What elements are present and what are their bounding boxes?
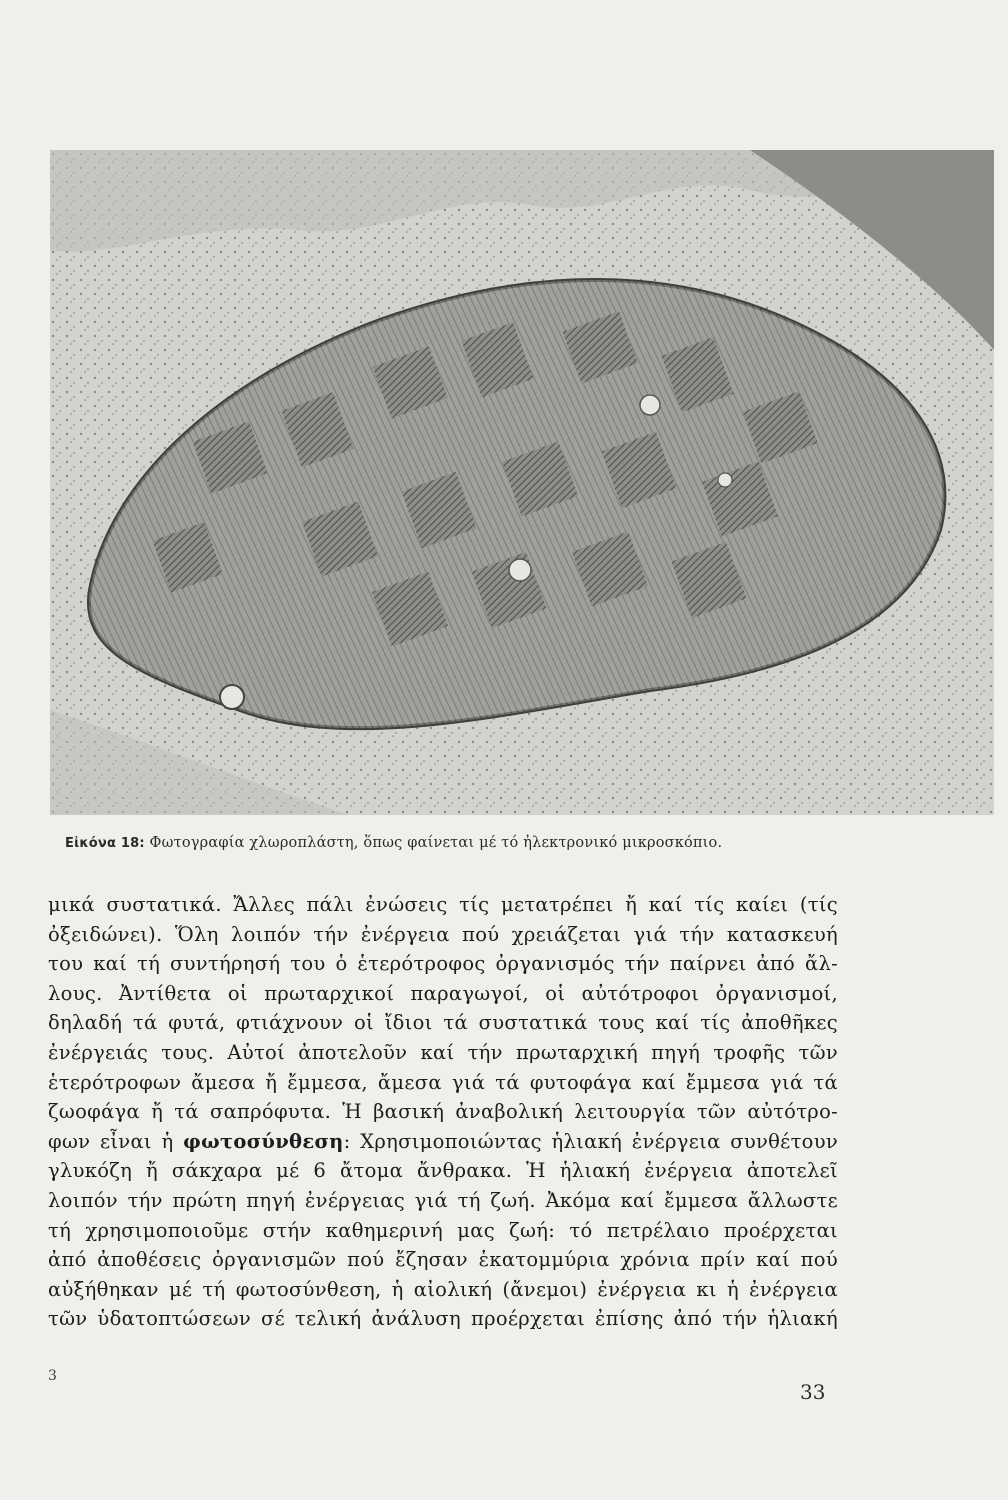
text-line: λους. Ἀντίθετα οἱ πρωταρχικοί παραγωγοί, οἱ αὐτότροφοι ὀργανισμοί,: [48, 981, 838, 1005]
micrograph-image: [50, 150, 994, 815]
text-line: του καί τή συντήρησή του ὁ ἑτερότροφος ὀργανισμός τήν παίρνει ἀπό ἄλ-: [48, 952, 838, 976]
text-line: μικά συστατικά. Ἄλλες πάλι ἐνώσεις τίς μετατρέπει ἤ καί τίς καίει (τίς: [48, 893, 838, 916]
text-line: τή χρησιμοποιοῦμε στήν καθημερινή μας ζωή: τό πετρέλαιο προέρχεται: [48, 1218, 838, 1242]
text-line-with-bold-term: [48, 1127, 838, 1157]
text-line: ἀπό ἀποθέσεις ὀργανισμῶν πού ἔζησαν ἑκατομμύρια χρόνια πρίν καί πού: [48, 1248, 838, 1272]
text-line: ἑτερότροφων ἄμεσα ἤ ἔμμεσα, ἄμεσα γιά τά φυτοφάγα καί ἔμμεσα γιά τά: [48, 1070, 838, 1094]
text-line: ὀξειδώνει). Ὅλη λοιπόν τήν ἐνέργεια πού χρειάζεται γιά τήν κατασκευή: [48, 922, 838, 946]
text-line: γλυκόζη ἤ σάκχαρα μέ 6 ἄτομα ἄνθρακα. Ἡ ἡλιακή ἐνέργεια ἀποτελεῖ: [48, 1159, 838, 1183]
signature-number: 3: [48, 1368, 57, 1384]
bold-term: φωτοσύνθεση: [183, 1129, 344, 1153]
text-line: ζωοφάγα ἤ τά σαπρόφυτα. Ἡ βασική ἀναβολική λειτουργία τῶν αὐτότρο-: [48, 1100, 838, 1124]
text-line: ἐνέργειάς τους. Αὐτοί ἀποτελοῦν καί τήν πρωταρχική πηγή τροφῆς τῶν: [48, 1040, 838, 1064]
figure-caption: [65, 835, 722, 851]
text-line: δηλαδή τά φυτά, φτιάχνουν οἱ ἴδιοι τά συστατικά τους καί τίς ἀποθῆκες: [48, 1011, 838, 1035]
text-line-end: : Χρησιμοποιώντας ἡλιακή ἐνέργεια συνθέτουν: [343, 1129, 839, 1153]
body-paragraph: [48, 890, 838, 1334]
text-line-start: φων εἶναι ἡ: [48, 1129, 174, 1153]
text-line: αὐξήθηκαν μέ τή φωτοσύνθεση, ἡ αἰολική (ἄνεμοι) ἐνέργεια κι ἡ ἐνέργεια: [48, 1277, 838, 1301]
chloroplast-micrograph: [50, 150, 994, 815]
text-line: λοιπόν τήν πρώτη πηγή ἐνέργειας γιά τή ζωή. Ἀκόμα καί ἔμμεσα ἄλλωστε: [48, 1188, 838, 1212]
text-line: τῶν ὑδατοπτώσεων σέ τελική ἀνάλυση προέρχεται ἐπίσης ἀπό τήν ἡλιακή: [48, 1307, 838, 1331]
page-number: 33: [800, 1380, 826, 1404]
figure-caption-text: Φωτογραφία χλωροπλάστη, ὅπως φαίνεται μέ τό ἠλεκτρονικό μικροσκόπιο.: [149, 835, 723, 851]
figure-label: Εἰκόνα 18:: [65, 836, 145, 851]
